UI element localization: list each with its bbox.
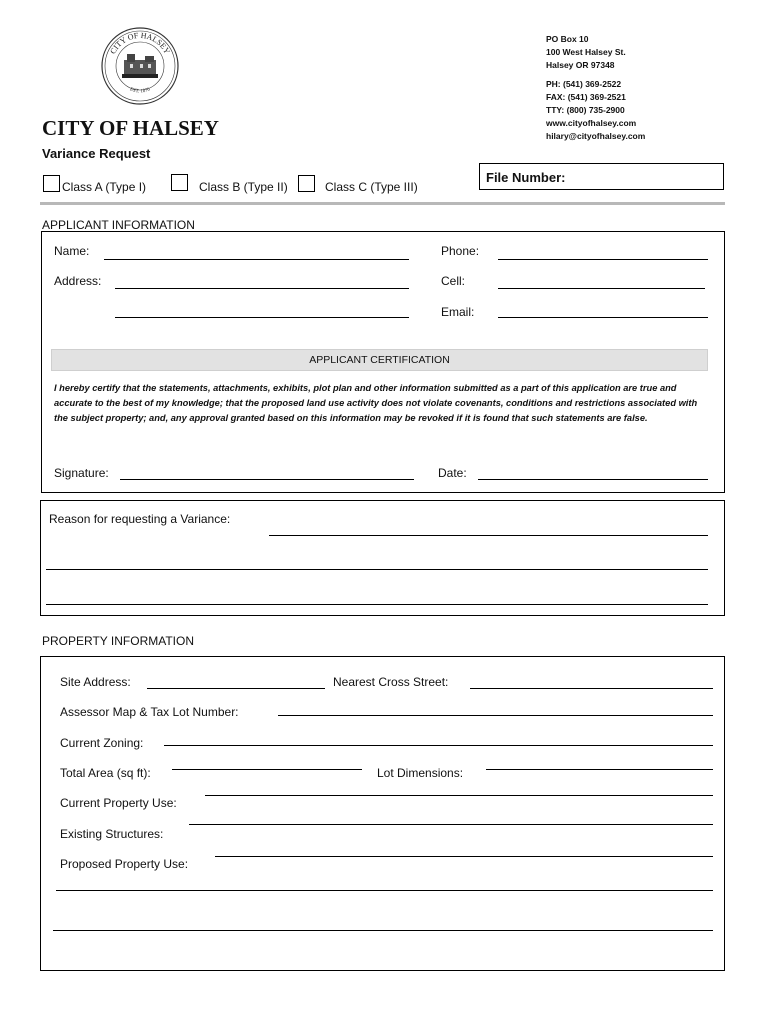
file-number-label: File Number: bbox=[486, 170, 566, 185]
po-box: PO Box 10 bbox=[546, 34, 589, 44]
phone-number: PH: (541) 369-2522 bbox=[546, 79, 622, 89]
reason-field-line-3[interactable] bbox=[46, 604, 708, 605]
lot-dimensions-label: Lot Dimensions: bbox=[377, 766, 464, 780]
cross-street-label: Nearest Cross Street: bbox=[333, 675, 449, 689]
proposed-use-label: Proposed Property Use: bbox=[60, 857, 189, 871]
city-state-zip: Halsey OR 97348 bbox=[546, 60, 615, 70]
zoning-label: Current Zoning: bbox=[60, 736, 144, 750]
address-label: Address: bbox=[54, 274, 102, 288]
contact-block bbox=[546, 33, 645, 143]
reason-field-line-1[interactable] bbox=[269, 535, 708, 536]
address-field-line-2[interactable] bbox=[115, 317, 409, 318]
contact-email: hilary@cityofhalsey.com bbox=[546, 131, 646, 141]
class-b-label: Class B (Type II) bbox=[199, 180, 288, 194]
proposed-use-field[interactable] bbox=[215, 856, 713, 857]
header-divider bbox=[40, 202, 725, 205]
date-field[interactable] bbox=[478, 479, 708, 480]
class-a-label: Class A (Type I) bbox=[62, 180, 147, 194]
svg-text:CITY OF HALSEY: CITY OF HALSEY bbox=[108, 30, 172, 56]
date-label: Date: bbox=[438, 466, 467, 480]
property-extra-line-2[interactable] bbox=[53, 930, 713, 931]
class-c-label: Class C (Type III) bbox=[325, 180, 418, 194]
city-name: CITY OF HALSEY bbox=[42, 116, 219, 140]
email-field[interactable] bbox=[498, 317, 708, 318]
structures-field[interactable] bbox=[189, 824, 713, 825]
class-c-checkbox[interactable] bbox=[298, 175, 315, 192]
city-seal-logo bbox=[100, 26, 180, 106]
cross-street-field[interactable] bbox=[470, 688, 713, 689]
property-section-label: PROPERTY INFORMATION bbox=[42, 634, 195, 648]
website: www.cityofhalsey.com bbox=[546, 118, 637, 128]
cell-label: Cell: bbox=[441, 274, 466, 288]
current-use-label: Current Property Use: bbox=[60, 796, 177, 810]
file-number-field[interactable] bbox=[479, 163, 724, 190]
street-address: 100 West Halsey St. bbox=[546, 47, 626, 57]
signature-field[interactable] bbox=[120, 479, 414, 480]
applicant-section-label: APPLICANT INFORMATION bbox=[42, 218, 195, 232]
form-title: Variance Request bbox=[42, 146, 151, 161]
property-box bbox=[40, 656, 725, 971]
structures-label: Existing Structures: bbox=[60, 827, 164, 841]
lot-dimensions-field[interactable] bbox=[486, 769, 713, 770]
tty-number: TTY: (800) 735-2900 bbox=[546, 105, 625, 115]
certification-title: APPLICANT CERTIFICATION bbox=[51, 349, 708, 371]
current-use-field[interactable] bbox=[205, 795, 713, 796]
site-address-field[interactable] bbox=[147, 688, 325, 689]
reason-field-line-2[interactable] bbox=[46, 569, 708, 570]
name-label: Name: bbox=[54, 244, 90, 258]
address-field-line-1[interactable] bbox=[115, 288, 409, 289]
reason-label: Reason for requesting a Variance: bbox=[49, 512, 231, 526]
total-area-label: Total Area (sq ft): bbox=[60, 766, 151, 780]
class-a-checkbox[interactable] bbox=[43, 175, 60, 192]
phone-field[interactable] bbox=[498, 259, 708, 260]
svg-text:EST. 1876: EST. 1876 bbox=[129, 87, 151, 95]
email-label: Email: bbox=[441, 305, 475, 319]
zoning-field[interactable] bbox=[164, 745, 713, 746]
fax-number: FAX: (541) 369-2521 bbox=[546, 92, 626, 102]
total-area-field[interactable] bbox=[172, 769, 362, 770]
class-b-checkbox[interactable] bbox=[171, 174, 188, 191]
certification-text: I hereby certify that the statements, attachments, exhibits, plot plan and other information submitted as a part of this application are true and accurate to the best of my knowledge; that the proposed land use activity does not violate covenants, conditions and restrictions associated with the subject property; and, any approval granted based on this information may be revoked if it is found that such statements are false. bbox=[54, 383, 698, 423]
phone-label: Phone: bbox=[441, 244, 480, 258]
map-lot-label: Assessor Map & Tax Lot Number: bbox=[60, 705, 239, 719]
site-address-label: Site Address: bbox=[60, 675, 131, 689]
name-field[interactable] bbox=[104, 259, 409, 260]
map-lot-field[interactable] bbox=[278, 715, 713, 716]
signature-label: Signature: bbox=[54, 466, 109, 480]
property-extra-line-1[interactable] bbox=[56, 890, 713, 891]
cell-field[interactable] bbox=[498, 288, 705, 289]
